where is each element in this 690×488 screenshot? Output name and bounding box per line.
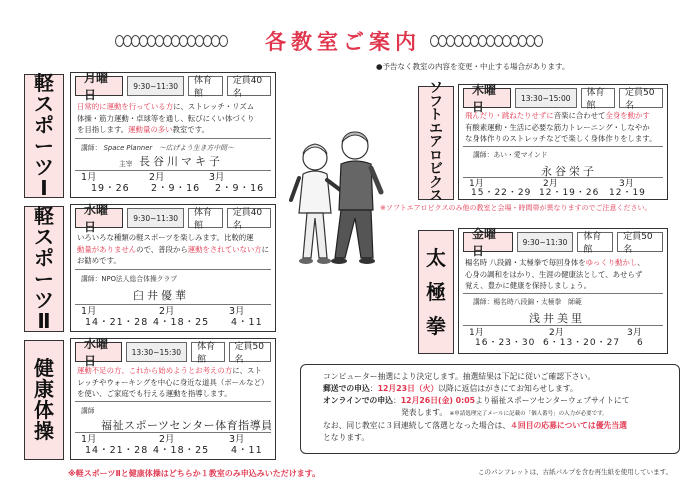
class-card-taikyokuken: 金曜日 9:30~11:30 体育館 定員50名 楊名時 八段錦・太極拳で毎回身体をゆっくり動かし、 心身の調和をはかり、生涯の健康法として、あせらず 覚え、豊かに健康を保持しましょう。 講師：楊名時八段錦・太極拳 師範 浅井美里 1月 2月 3月 16・23・30 6・13・20・27 6 bbox=[458, 228, 668, 354]
class-description: 運動不足の方、これから始めようとお考えの方に、スト レッチやウォーキングを中心に身近な道具（ボールなど） を使い、ご家庭でも行える運動を指導します。 bbox=[77, 366, 269, 398]
page-title: 各教室ご案内 bbox=[265, 30, 421, 54]
soft-aerobics-note: ※ソフトエアロビクスのみ他の教室と会場・時間帯が異なりますのでご注意ください。 bbox=[380, 204, 652, 212]
venue: 体育館 bbox=[191, 342, 224, 362]
label-char: ア bbox=[429, 134, 443, 151]
day-badge: 月曜日 bbox=[75, 76, 123, 96]
label-char: 操 bbox=[34, 419, 54, 443]
elderly-couple-walking-illustration bbox=[285, 118, 390, 278]
instructor-label: 講師： Space Planner ～広げよう生き方中間～ bbox=[81, 144, 234, 152]
instructor-name: 福祉スポーツセンター体育指導員 bbox=[101, 419, 273, 432]
label-char: ス bbox=[429, 188, 443, 205]
label-char: Ⅱ bbox=[37, 309, 51, 333]
class-description: 楊名時 八段錦・太極拳で毎回身体をゆっくり動かし、 心身の調和をはかり、生涯の健康法として、あせらず 覚え、豊かに健康を保持しましょう。 bbox=[465, 258, 645, 290]
label-char: ク bbox=[429, 174, 443, 191]
capacity: 定員50名 bbox=[229, 342, 272, 362]
class-description: 飛んだり・跳ねたりせずに音楽に合わせて全身を動かす 有酸素運動・生活に必要な筋力トレーニング・しなやか な身体作りのストレッチなどで楽しく身体作りをします。 bbox=[465, 111, 657, 143]
class-description: いろいろな種類の軽スポーツを楽しみます。比較的運 動量がありませんので、普段から運動をされていない方に お勧めです。 bbox=[77, 233, 270, 265]
class-card-kenko-taiso: 水曜日 13:30~15:30 体育館 定員50名 運動不足の方、これから始めようとお考えの方に、スト レッチやウォーキングを中心に身近な道具（ボールなど） を使い、ご家庭でも行える運動を指導します。 講師 福祉スポーツセンター体育指導員 1月 2月 3月 14・21・28 4・18・25 4・11 bbox=[70, 338, 276, 460]
label-char: 康 bbox=[34, 377, 54, 401]
instructor-name: 永谷栄子 bbox=[541, 165, 597, 178]
label-char: ト bbox=[429, 107, 443, 124]
time-range: 9:30~11:30 bbox=[127, 208, 184, 228]
instructor-name: 浅井美里 bbox=[529, 312, 585, 325]
class-card-kei-sports-1: 月曜日 9:30~11:30 体育館 定員40名 日常的に運動を行っている方に、ストレッチ・リズム 体操・筋力運動・卓球等を通し、転びにくい体づくり を目指します。運動量の多い教室です。 講師： Space Planner ～広げよう生き方中間～ 主宰 長谷川マキ子 1月 2月 3月 19・26 2・9・16 2・9・16 bbox=[70, 72, 276, 198]
capacity: 定員50名 bbox=[617, 232, 663, 252]
label-char: ソ bbox=[429, 80, 443, 97]
class-card-soft-aerobics: 木曜日 13:30~15:00 体育館 定員50名 飛んだり・跳ねたりせずに音楽に合わせて全身を動かす 有酸素運動・生活に必要な筋力トレーニング・しなやか な身体作りのストレッチなどで楽しく身体作りをします。 講師：あい・愛マインド 永谷栄子 1月 2月 3月 15・22・29 12・19・26 12・19 bbox=[458, 84, 668, 200]
lottery-line-5: なお、同じ教室に３回連続して落選となった場合は、４回目の応募については優先当選 bbox=[323, 421, 627, 430]
label-char: Ⅰ bbox=[40, 176, 48, 200]
label-char: ー bbox=[34, 267, 54, 291]
time-range: 9:30~11:30 bbox=[127, 76, 184, 96]
venue: 体育館 bbox=[581, 88, 615, 108]
label-char: エ bbox=[429, 120, 443, 137]
class-label-kei-sports-1 bbox=[24, 71, 64, 200]
label-char: 健 bbox=[34, 356, 54, 380]
day-badge: 水曜日 bbox=[75, 342, 122, 362]
label-char: 軽 bbox=[34, 71, 54, 95]
time-range: 9:30~11:30 bbox=[517, 232, 574, 252]
recycled-paper-note: このパンフレットは、古紙パルプを含む再生紙を使用しています。 bbox=[478, 468, 673, 476]
lottery-line-2: 郵送での申込：12月23日（火）以降に返信はがきにてお知らせします。 bbox=[323, 384, 578, 393]
class-label-kei-sports-2 bbox=[24, 206, 64, 332]
label-char: ス bbox=[34, 225, 54, 249]
label-char: ツ bbox=[34, 288, 54, 312]
instructor-label: 講師：あい・愛マインド bbox=[473, 151, 548, 159]
instructor-name: 臼井優華 bbox=[133, 289, 189, 302]
class-description: 日常的に運動を行っている方に、ストレッチ・リズム 体操・筋力運動・卓球等を通し、転びにくい体づくり を目指します。運動量の多い教室です。 bbox=[77, 102, 255, 134]
capacity: 定員40名 bbox=[227, 208, 271, 228]
ring-icon bbox=[534, 35, 543, 47]
host-label: 主宰 bbox=[119, 160, 133, 168]
class-label-soft-aerobics bbox=[418, 80, 454, 205]
lottery-line-3: オンラインでの申込：12月26日(金) 0:05より福祉スポーツセンターウェブサイトにて bbox=[323, 396, 630, 405]
day-badge: 木曜日 bbox=[463, 88, 511, 108]
label-char: 極 bbox=[426, 280, 446, 304]
label-char: 拳 bbox=[426, 314, 446, 338]
ring-decoration-right bbox=[430, 35, 542, 47]
venue: 体育館 bbox=[188, 76, 223, 96]
day-badge: 金曜日 bbox=[463, 232, 513, 252]
label-char: 軽 bbox=[34, 204, 54, 228]
notice-text: ●予告なく教室の内容を変更・中止する場合があります。 bbox=[376, 62, 570, 71]
day-badge: 水曜日 bbox=[75, 208, 123, 228]
label-char: ポ bbox=[34, 246, 54, 270]
instructor-name: 長谷川マキ子 bbox=[139, 155, 223, 168]
capacity: 定員50名 bbox=[619, 88, 663, 108]
time-range: 13:30~15:00 bbox=[515, 88, 577, 108]
instructor-label: 講師：楊名時八段錦・太極拳 師範 bbox=[473, 298, 582, 306]
instructor-label: 講師 bbox=[81, 407, 95, 415]
class-label-taikyokuken bbox=[418, 230, 454, 354]
time-range: 13:30~15:30 bbox=[126, 342, 188, 362]
class-label-kenko-taiso bbox=[24, 340, 64, 460]
label-char: ポ bbox=[34, 113, 54, 137]
lottery-line-1: コンピューター抽選により決定します。抽選結果は下記に従いご確認下さい。 bbox=[323, 372, 596, 381]
label-char: 体 bbox=[34, 398, 54, 422]
ring-decoration-left bbox=[115, 35, 227, 47]
label-char: ビ bbox=[429, 161, 443, 178]
label-char: ロ bbox=[429, 147, 443, 164]
ring-icon bbox=[219, 35, 228, 47]
venue: 体育館 bbox=[577, 232, 613, 252]
class-card-kei-sports-2: 水曜日 9:30~11:30 体育館 定員40名 いろいろな種類の軽スポーツを楽しみます。比較的運 動量がありませんので、普段から運動をされていない方に お勧めです。 講師：NPO法人総合体操クラブ 臼井優華 1月 2月 3月 14・21・28 4・18・25 4・11 bbox=[70, 204, 276, 332]
label-char: ー bbox=[34, 134, 54, 158]
lottery-line-6: となります。 bbox=[323, 433, 370, 442]
label-char: 太 bbox=[426, 246, 446, 270]
label-char: フ bbox=[429, 93, 443, 110]
label-char: ツ bbox=[34, 155, 54, 179]
venue: 体育館 bbox=[188, 208, 223, 228]
footer-note: ※軽スポーツⅡと健康体操はどちらか１教室のみ申込みいただけます。 bbox=[68, 469, 321, 478]
lottery-info-box bbox=[300, 364, 680, 454]
lottery-line-4: 発表します。 ※申請処理完了メールに記載の「個人番号」の入力が必要です。 bbox=[401, 408, 608, 417]
instructor-label: 講師：NPO法人総合体操クラブ bbox=[81, 275, 178, 283]
capacity: 定員40名 bbox=[227, 76, 271, 96]
label-char: ス bbox=[34, 92, 54, 116]
